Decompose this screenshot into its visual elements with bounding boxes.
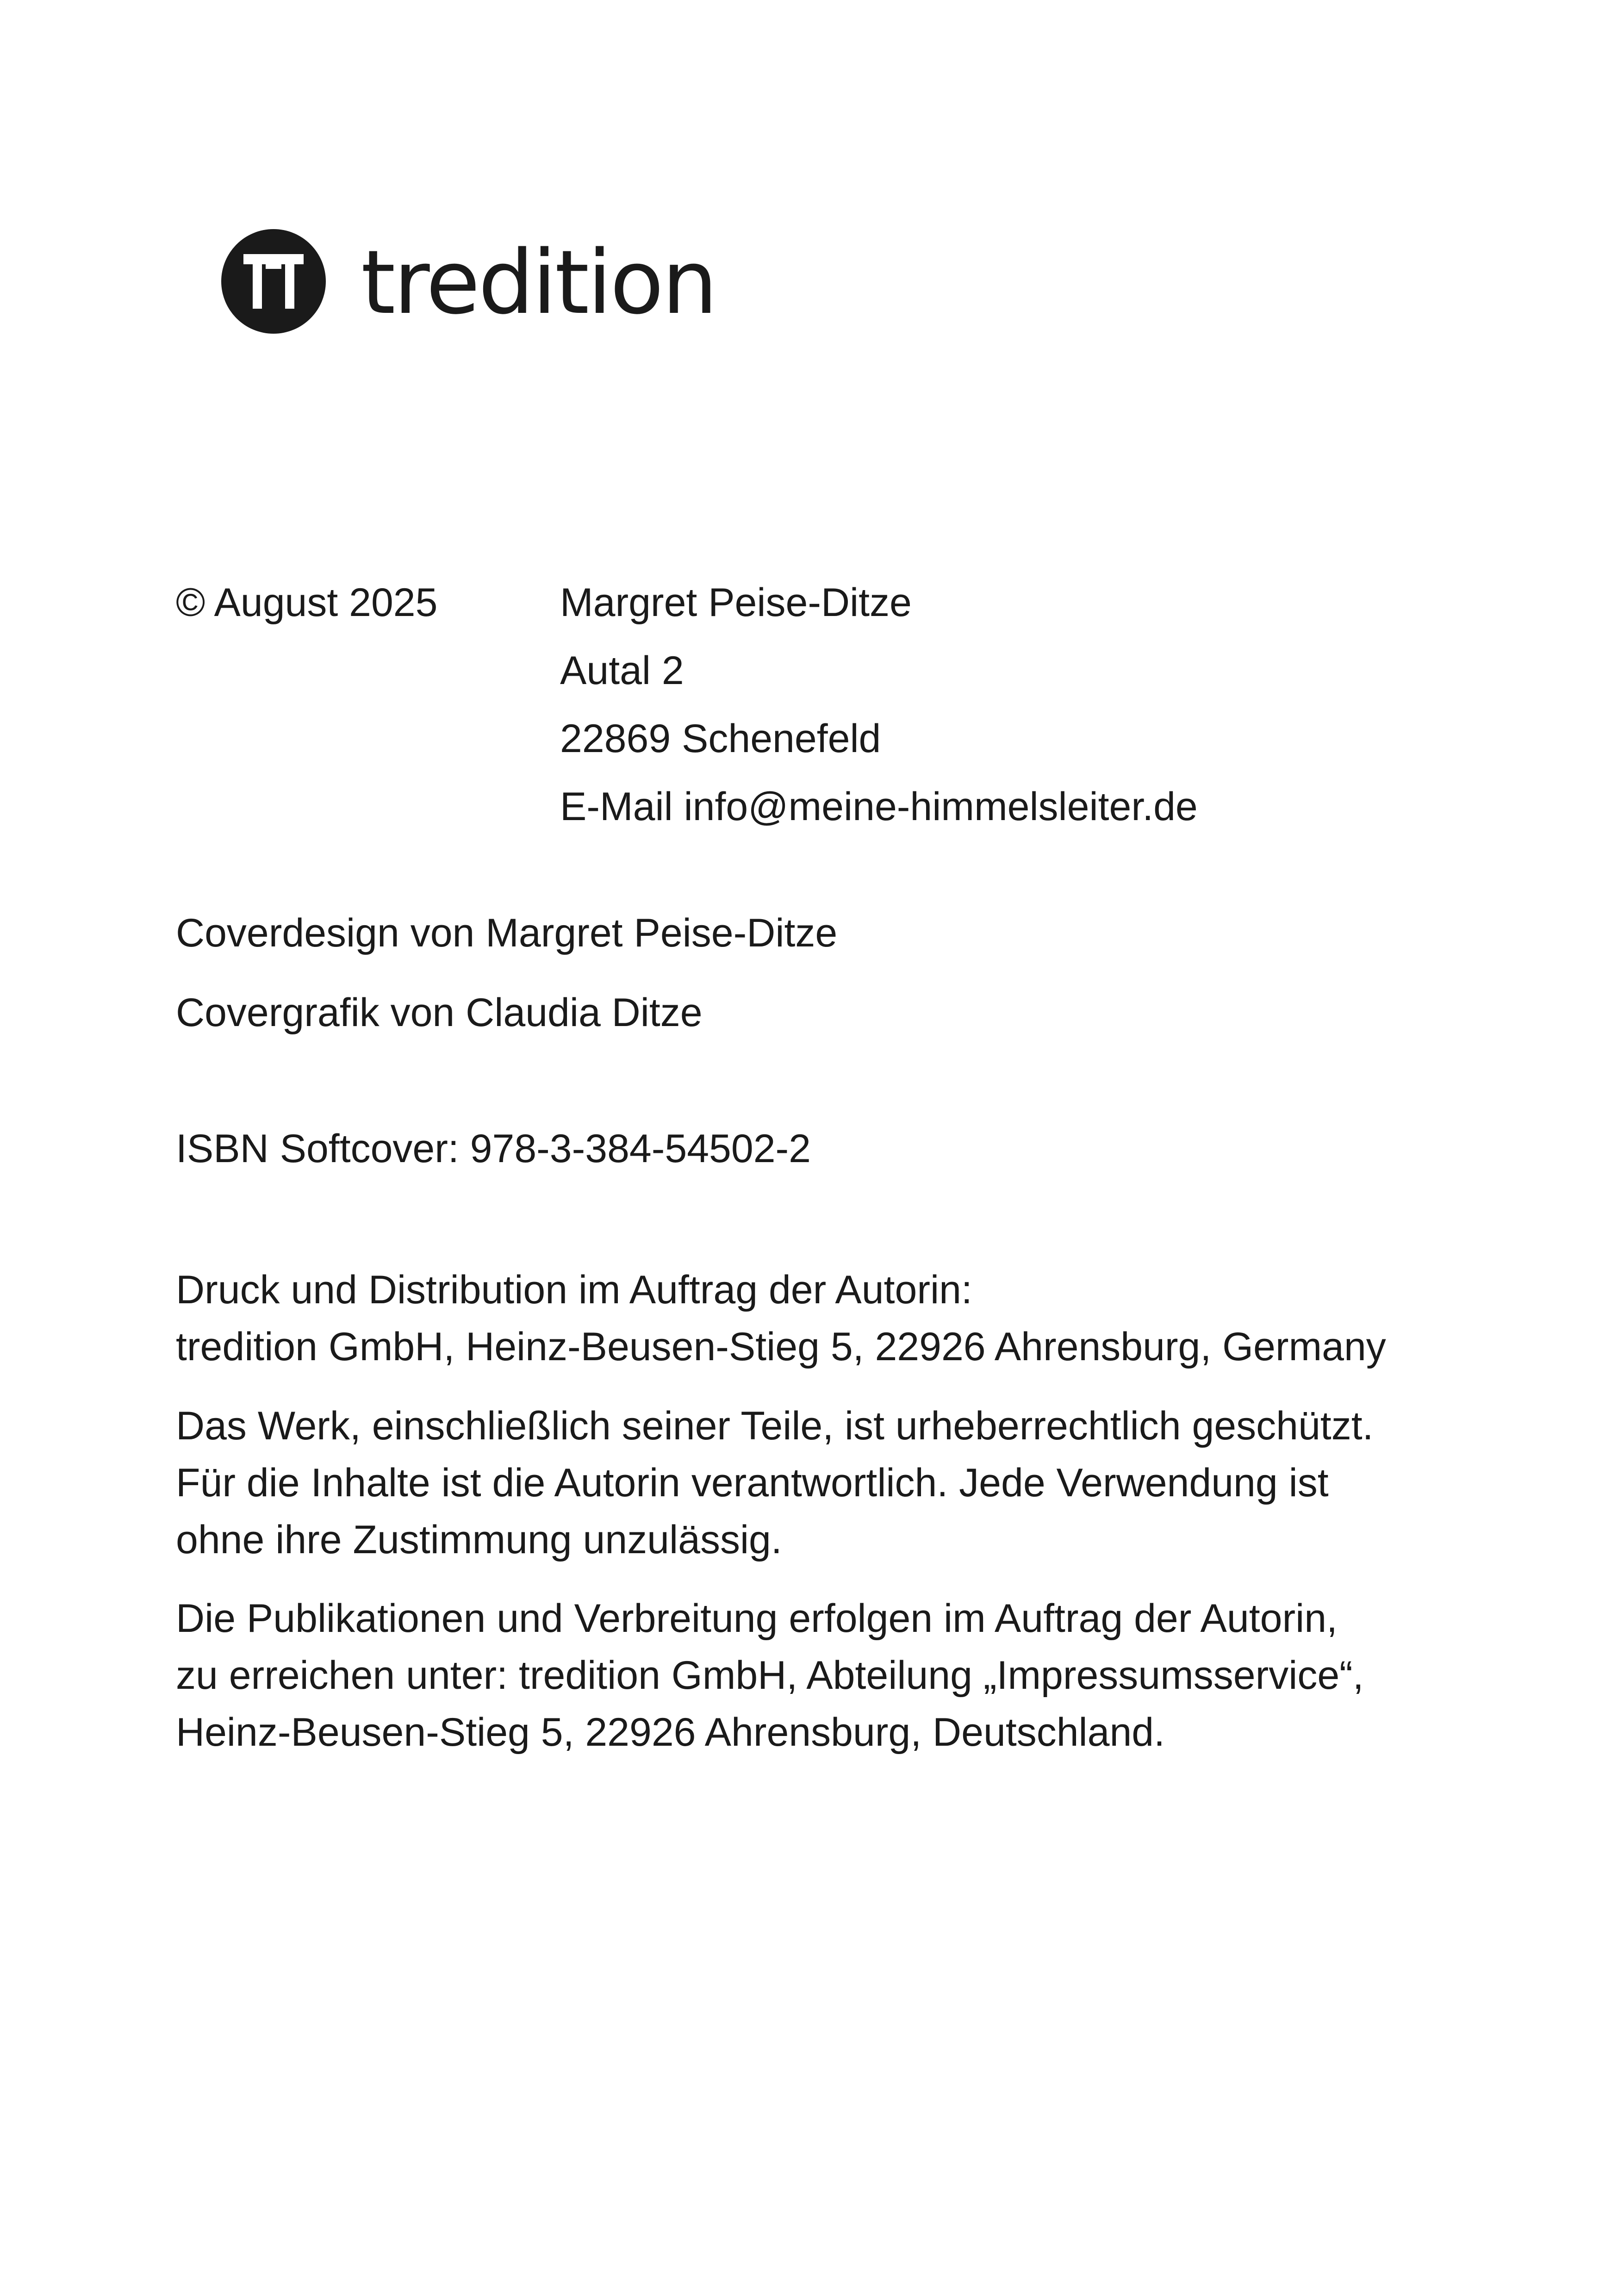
rights-line: Das Werk, einschließlich seiner Teile, ist urheberrechtlich geschützt. (176, 1404, 1374, 1448)
publisher-logo (221, 226, 740, 337)
copyright-notice: © August 2025 (176, 580, 438, 625)
rights-line: Für die Inhalte ist die Autorin verantwortlich. Jede Verwendung ist (176, 1461, 1329, 1505)
publication-line: Die Publikationen und Verbreitung erfolgen im Auftrag der Autorin, (176, 1596, 1338, 1641)
publication-line: Heinz-Beusen-Stieg 5, 22926 Ahrensburg, Deutschland. (176, 1710, 1165, 1755)
distribution-paragraph (176, 1262, 1386, 1375)
author-street: Autal 2 (560, 648, 684, 693)
tredition-logo-icon (221, 229, 326, 334)
publication-line: zu erreichen unter: tredition GmbH, Abteilung „Impressumsservice“, (176, 1653, 1364, 1698)
rights-line: ohne ihre Zustimmung unzulässig. (176, 1518, 782, 1562)
author-city: 22869 Schenefeld (560, 716, 881, 761)
author-name: Margret Peise-Ditze (560, 580, 912, 625)
distribution-line: Druck und Distribution im Auftrag der Autorin: (176, 1268, 972, 1312)
distribution-line: tredition GmbH, Heinz-Beusen-Stieg 5, 22926 Ahrensburg, Germany (176, 1325, 1386, 1369)
author-email: E-Mail info@meine-himmelsleiter.de (560, 784, 1198, 829)
publication-paragraph (176, 1590, 1364, 1761)
cover-design-credit: Coverdesign von Margret Peise-Ditze (176, 911, 838, 955)
isbn: ISBN Softcover: 978-3-384-54502-2 (176, 1126, 811, 1171)
rights-paragraph (176, 1398, 1373, 1568)
cover-graphic-credit: Covergrafik von Claudia Ditze (176, 990, 703, 1035)
logo-wordmark: tredition (361, 231, 716, 334)
